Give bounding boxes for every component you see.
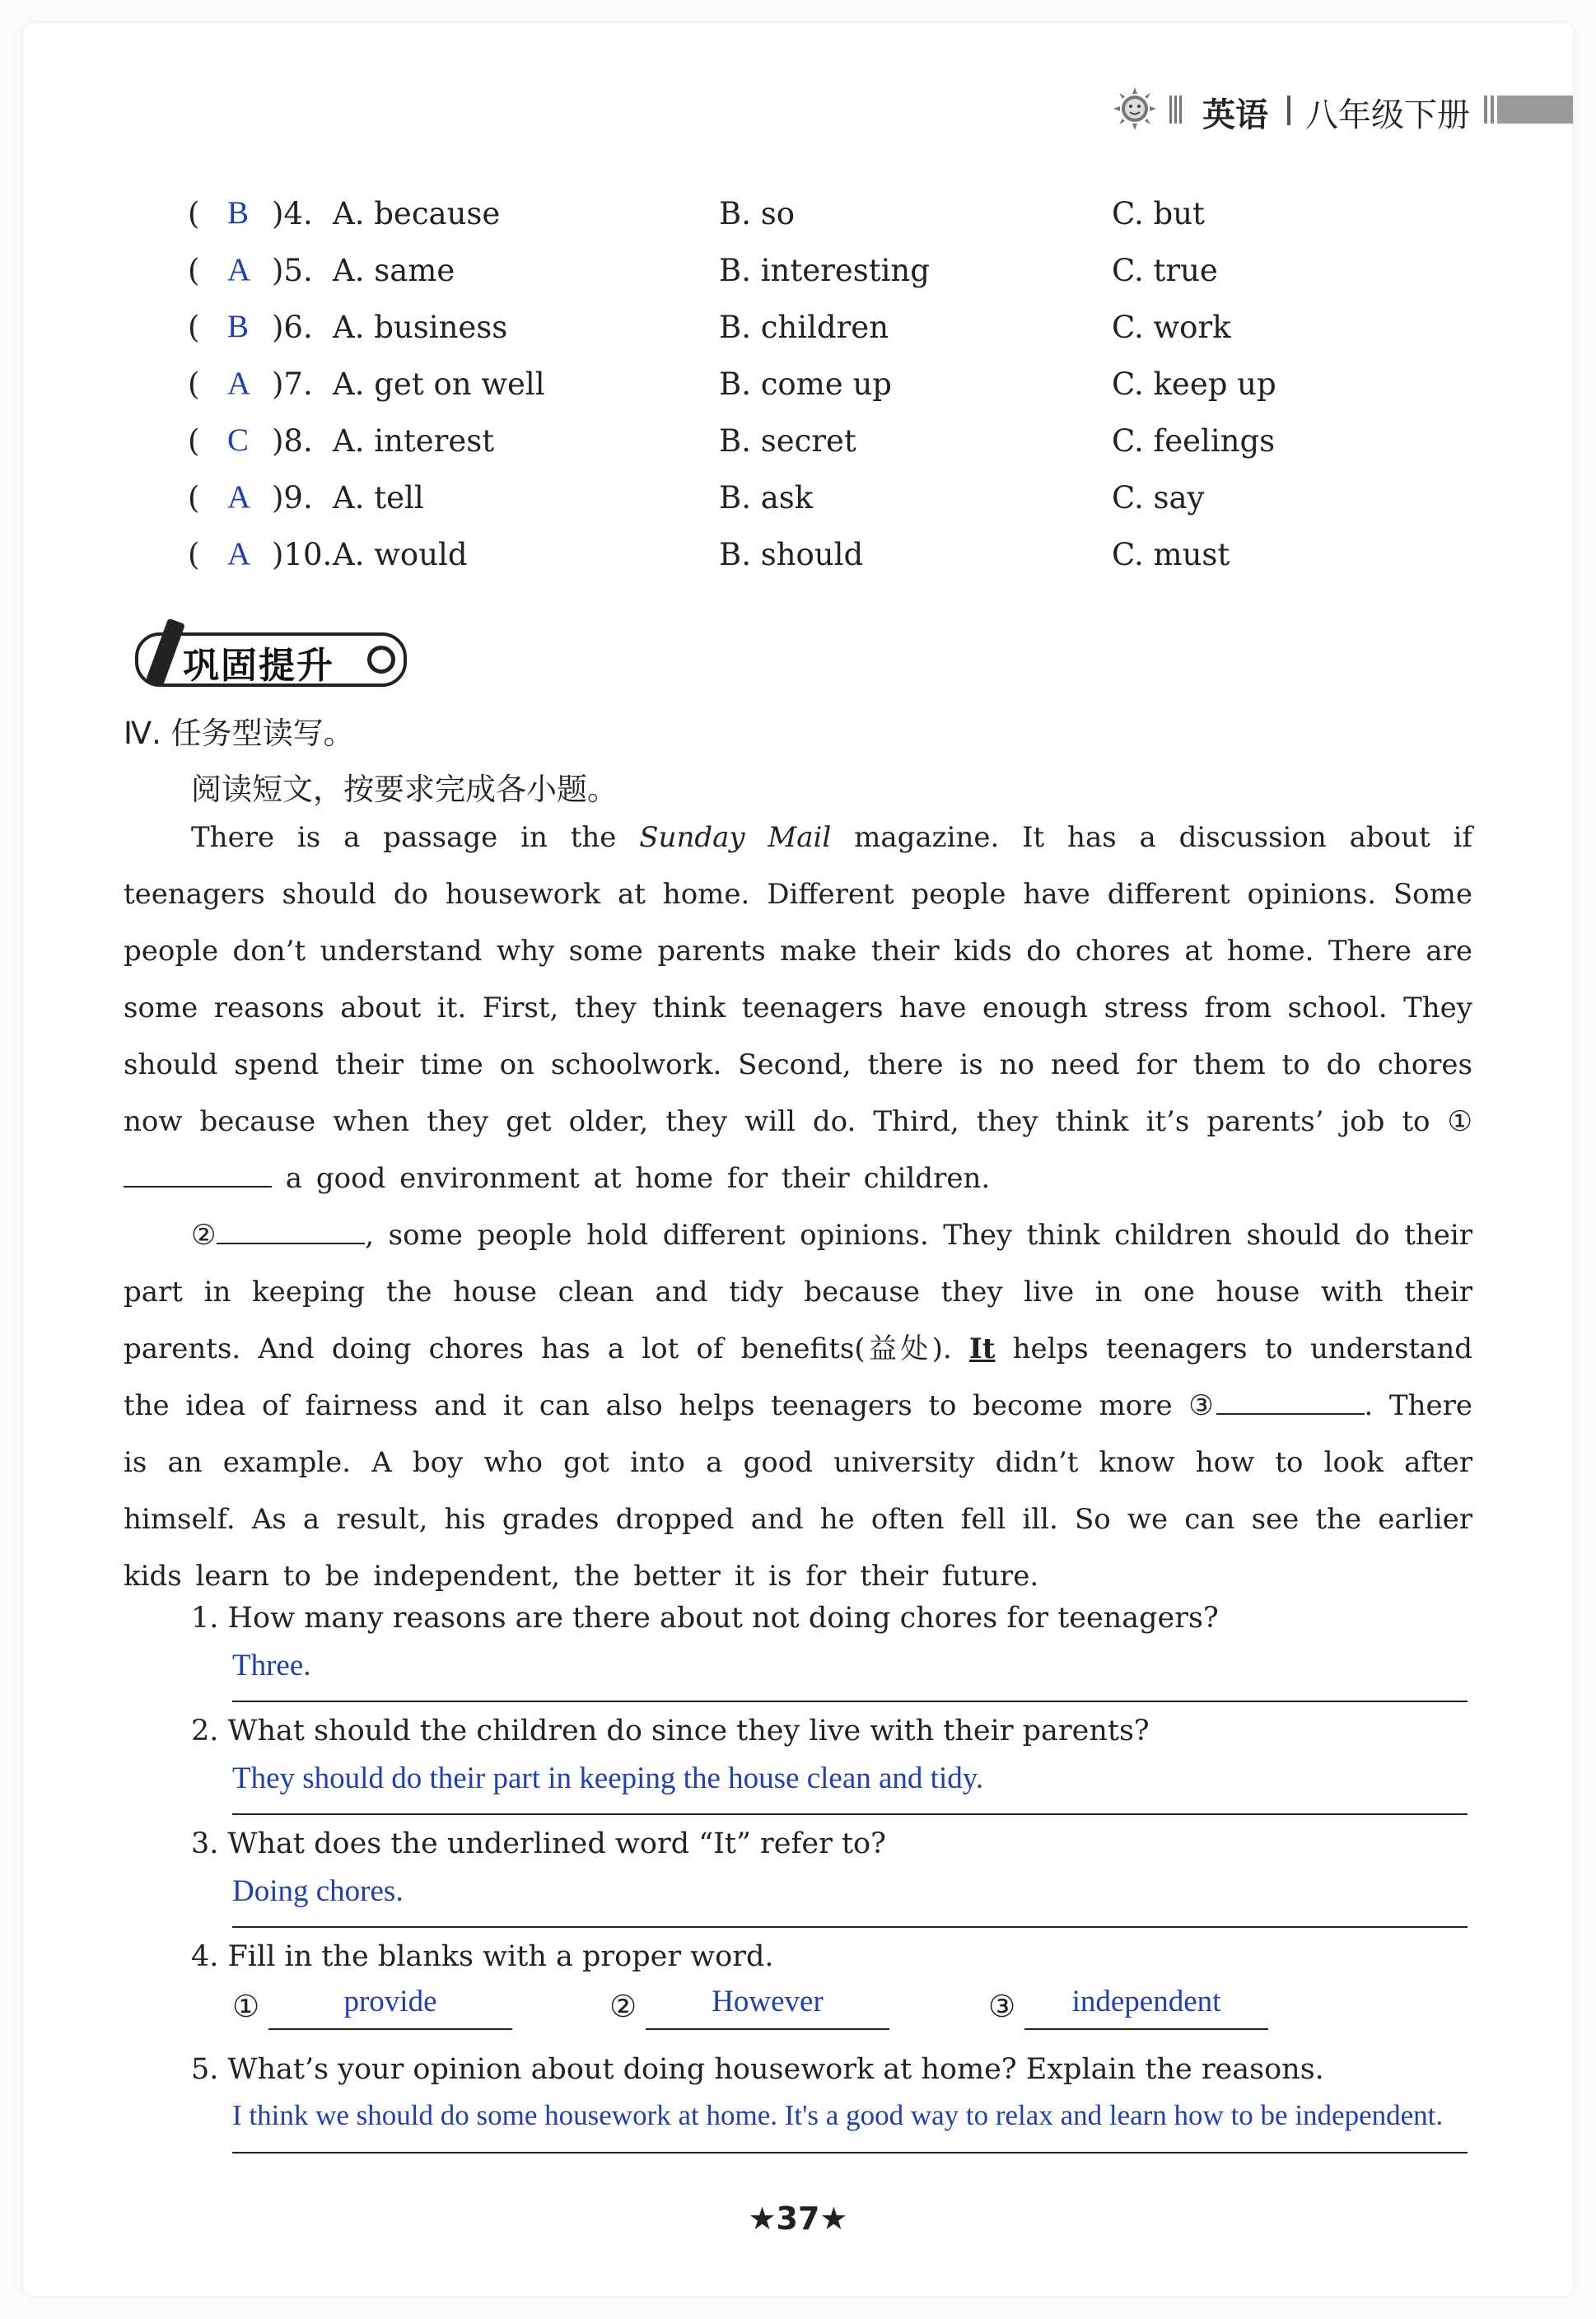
sun-icon (1112, 86, 1158, 132)
answer-text: Three. (232, 1649, 311, 1682)
underlined-word: It (968, 1332, 996, 1365)
blank-label: ② (609, 1989, 637, 2024)
reading-passage (124, 810, 1472, 1605)
blank-label: ① (232, 1989, 260, 2024)
bracket: ( (188, 537, 200, 572)
choice-row (188, 537, 1423, 594)
answer-text: Doing chores. (232, 1874, 404, 1908)
option-b: B. come up (719, 366, 892, 402)
choice-row (188, 366, 1423, 423)
text: helps teenagers to understand the idea of fairness and it can also helps teenagers to become more ③ (124, 1332, 1472, 1422)
bracket: ( (188, 423, 200, 459)
section-instruction: 阅读短文，按要求完成各小题。 (191, 772, 618, 807)
paragraph (124, 810, 1472, 1207)
choice-number: )10. (272, 537, 333, 572)
answer-line (232, 1813, 1468, 1815)
question (191, 1602, 1476, 1715)
option-b: B. ask (719, 480, 814, 516)
subject-label: 英语 (1202, 96, 1268, 134)
question-list (191, 1602, 1476, 2166)
choice-answer: A (227, 252, 251, 287)
question-text: 5. What’s your opinion about doing housework at home? Explain the reasons. (191, 2053, 1324, 2086)
blank-line (268, 2028, 512, 2030)
page-header (1104, 81, 1573, 138)
bracket: ( (188, 310, 200, 345)
question (191, 1827, 1476, 1940)
choice-answer: B (227, 195, 250, 231)
question-text: 3. What does the underlined word “It” refer to? (191, 1827, 886, 1860)
choice-answer: B (227, 309, 250, 344)
choice-number: )8. (272, 423, 313, 459)
choice-row (188, 423, 1423, 480)
choice-number: )4. (272, 196, 313, 231)
choice-answer: A (227, 366, 251, 401)
option-c: C. but (1112, 196, 1205, 231)
question-text: 1. How many reasons are there about not doing chores for teenagers? (191, 1602, 1219, 1635)
option-c: C. true (1112, 253, 1218, 288)
blank-line (1024, 2028, 1268, 2030)
option-b: B. secret (719, 423, 856, 459)
bracket: ( (188, 480, 200, 516)
blank-2 (217, 1218, 365, 1244)
option-a: A. interest (333, 423, 495, 459)
choice-row (188, 253, 1423, 310)
blank-line (646, 2028, 889, 2030)
option-a: A. would (333, 537, 468, 572)
answer-line (232, 1701, 1468, 1702)
blank-label: ③ (988, 1989, 1016, 2024)
option-a: A. same (333, 253, 455, 288)
option-a: A. tell (333, 480, 424, 516)
choice-number: )6. (272, 310, 313, 345)
choice-list (188, 196, 1423, 594)
answer-text: They should do their part in keeping the house clean and tidy. (232, 1761, 984, 1795)
option-a: A. business (333, 310, 508, 345)
magazine-title: Sunday Mail (639, 821, 832, 854)
choice-row (188, 310, 1423, 366)
option-b: B. children (719, 310, 889, 345)
page-number: ★37★ (748, 2200, 848, 2237)
blank-answer: provide (343, 1985, 437, 2018)
choice-answer: A (227, 479, 251, 515)
option-c: C. must (1112, 537, 1230, 572)
question (191, 1940, 1476, 2053)
choice-answer: C (227, 422, 250, 458)
header-divider (1287, 96, 1290, 125)
text: There is a passage in the (191, 821, 640, 854)
blank-answer: independent (1071, 1985, 1221, 2018)
choice-row (188, 196, 1423, 253)
text: magazine. It has a discussion about if teenagers should do housework at home. Different people have different opinions. Some people don’t understand why some parents make their kids do chores at home. There are some reasons about it. First, they think teenagers have enough stress from school. They should spend their time on schoolwork. Second, there is no need for them to do chores now because when they get older, they will do. Third, they think it’s parents’ job to ① (124, 821, 1472, 1138)
grade-label: 八年级下册 (1305, 96, 1470, 134)
text: a good environment at home for their children. (272, 1162, 991, 1195)
choice-number: )5. (272, 253, 313, 288)
option-a: A. get on well (333, 366, 545, 402)
blank-answer: However (712, 1985, 824, 2018)
answer-line (232, 2152, 1468, 2153)
question-text: 2. What should the children do since they live with their parents? (191, 1715, 1150, 1747)
option-a: A. because (333, 196, 501, 231)
option-b: B. so (719, 196, 795, 231)
paragraph (124, 1207, 1472, 1605)
bracket: ( (188, 366, 200, 402)
answer-line (232, 1926, 1468, 1928)
blank-1 (124, 1161, 272, 1187)
header-decoration (1169, 96, 1183, 124)
choice-number: )7. (272, 366, 313, 402)
fill-blanks (232, 1985, 1468, 2035)
choice-row (188, 480, 1423, 537)
bracket: ( (188, 196, 200, 231)
question-text: 4. Fill in the blanks with a proper word. (191, 1940, 774, 1973)
blank-3 (1216, 1388, 1365, 1415)
section-title: Ⅳ. 任务型读写。 (124, 716, 354, 751)
section-badge (124, 619, 412, 692)
choice-number: )9. (272, 480, 313, 516)
option-c: C. feelings (1112, 423, 1276, 459)
option-b: B. interesting (719, 253, 930, 288)
text: ② (191, 1219, 217, 1252)
ring-icon (367, 646, 395, 674)
option-c: C. work (1112, 310, 1231, 345)
bracket: ( (188, 253, 200, 288)
option-c: C. keep up (1112, 366, 1276, 402)
choice-answer: A (227, 536, 251, 572)
option-c: C. say (1112, 480, 1205, 516)
header-decoration (1484, 96, 1573, 124)
text: . There is an example. A boy who got into a good university didn’t know how to look after himself. As a result, his grades dropped and he often fell ill. So we can see the earlier kids learn to be independent, the better it is for their future. (124, 1389, 1472, 1593)
question (191, 1715, 1476, 1827)
answer-text: I think we should do some housework at home. It's a good way to relax and learn how to be independent. (232, 2099, 1444, 2131)
badge-title: 巩固提升 (183, 645, 334, 687)
text: , some people hold different opinions. They think children should do their part in keeping the house clean and tidy because they live in one house with their parents. And doing chores has a lot of benefits(益处). (124, 1219, 1473, 1365)
question (191, 2053, 1476, 2166)
option-b: B. should (719, 537, 864, 572)
